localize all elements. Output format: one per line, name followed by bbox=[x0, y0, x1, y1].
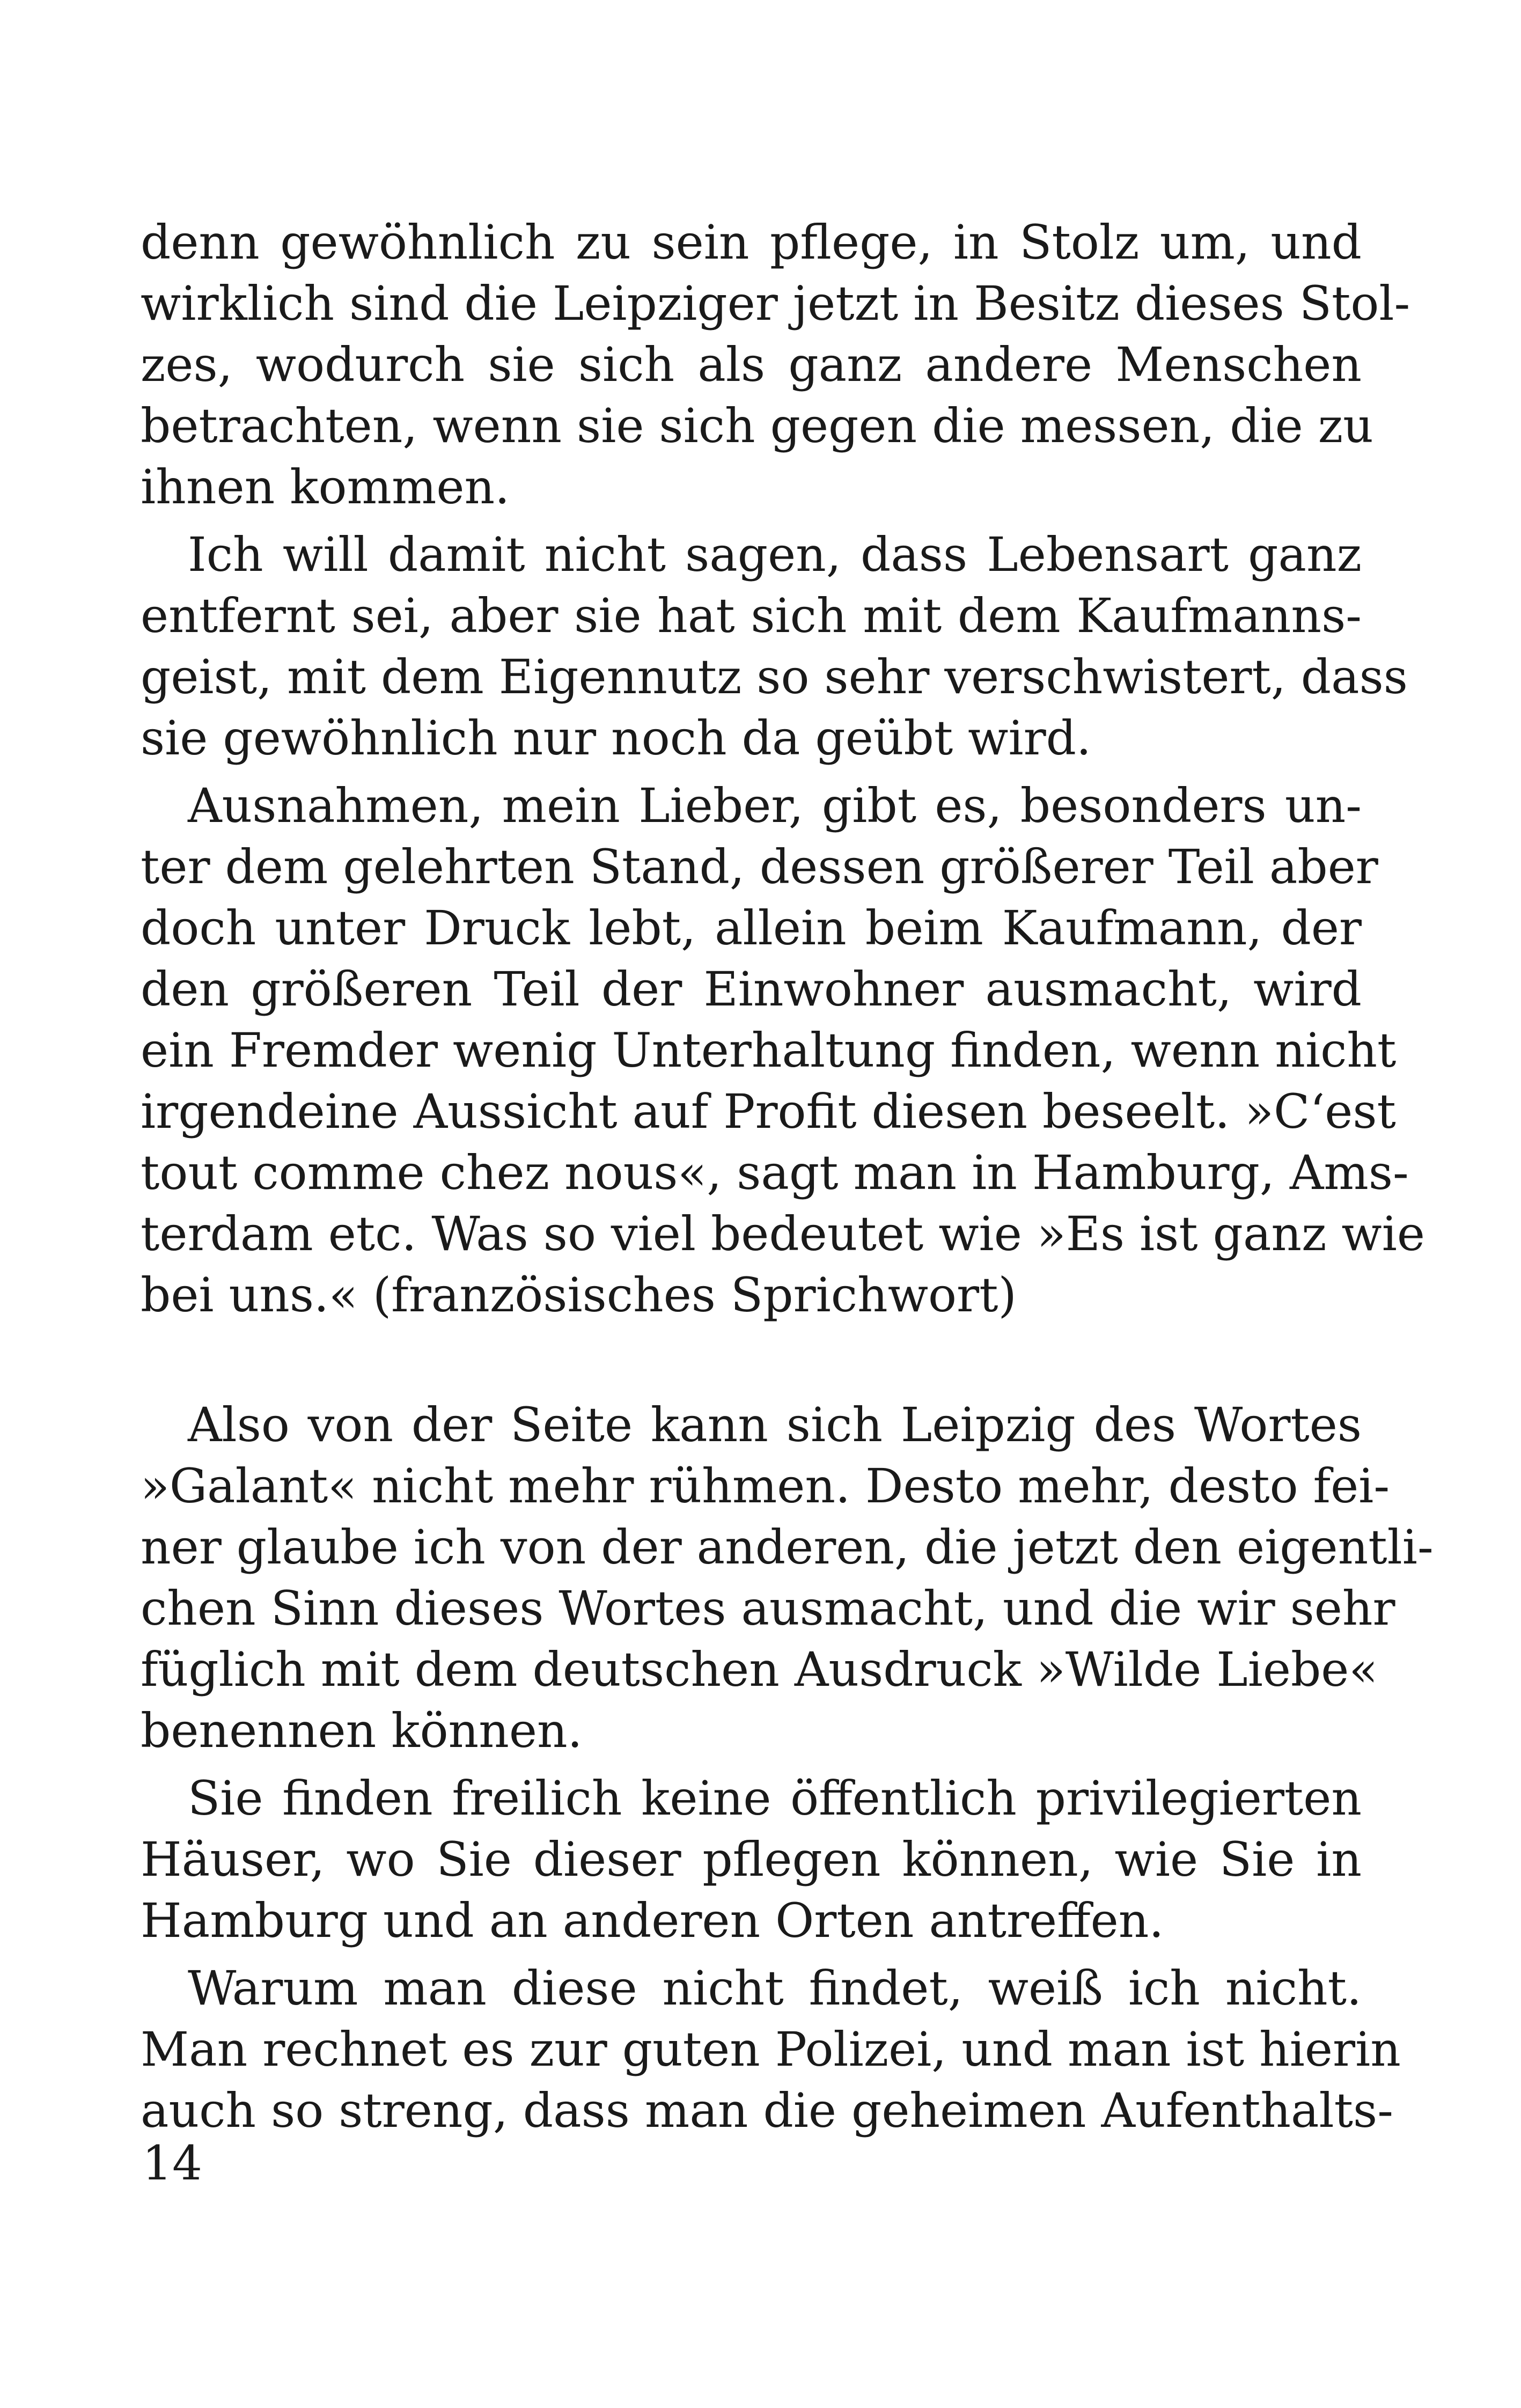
text-line: Sie finden freilich keine öffentlich privilegierten bbox=[188, 1771, 1362, 1826]
paragraph bbox=[141, 1768, 1362, 1951]
text-line: doch unter Druck lebt, allein beim Kaufmann, der bbox=[141, 900, 1362, 956]
text-line: Ich will damit nicht sagen, dass Lebensart ganz bbox=[188, 527, 1362, 582]
text-line: betrachten, wenn sie sich gegen die messen, die zu bbox=[141, 398, 1373, 453]
text-line: Man rechnet es zur guten Polizei, und man ist hierin bbox=[141, 2022, 1401, 2077]
paragraph bbox=[141, 1394, 1434, 1761]
text-line: terdam etc. Was so viel bedeutet wie »Es ist ganz wie bbox=[141, 1206, 1425, 1261]
text-line: ter dem gelehrten Stand, dessen größerer Teil aber bbox=[141, 839, 1378, 894]
text-line: auch so streng, dass man die geheimen Aufenthalts- bbox=[141, 2083, 1393, 2138]
text-line: ein Fremder wenig Unterhaltung finden, wenn nicht bbox=[141, 1023, 1397, 1078]
text-line: wirklich sind die Leipziger jetzt in Besitz dieses Stol- bbox=[141, 276, 1410, 331]
paragraph bbox=[141, 775, 1425, 1326]
text-line: ihnen kommen. bbox=[141, 459, 510, 515]
text-line: »Galant« nicht mehr rühmen. Desto mehr, desto fei- bbox=[141, 1458, 1390, 1514]
text-line: geist, mit dem Eigennutz so sehr verschwistert, dass bbox=[141, 649, 1408, 704]
body-text bbox=[141, 212, 1434, 2141]
text-line: benennen können. bbox=[141, 1703, 583, 1758]
text-line: irgendeine Aussicht auf Profit diesen beseelt. »C‘est bbox=[141, 1084, 1396, 1139]
text-line: Also von der Seite kann sich Leipzig des Wortes bbox=[188, 1397, 1362, 1452]
text-line: bei uns.« (französisches Sprichwort) bbox=[141, 1267, 1017, 1323]
text-line: denn gewöhnlich zu sein pflege, in Stolz um, und bbox=[141, 215, 1362, 270]
page-number: 14 bbox=[142, 2135, 202, 2191]
text-line: Warum man diese nicht findet, weiß ich nicht. bbox=[188, 1961, 1362, 2016]
paragraph bbox=[141, 524, 1408, 769]
text-line: füglich mit dem deutschen Ausdruck »Wilde Liebe« bbox=[141, 1642, 1378, 1697]
text-line: Ausnahmen, mein Lieber, gibt es, besonders un- bbox=[188, 778, 1362, 833]
text-line: entfernt sei, aber sie hat sich mit dem Kaufmanns- bbox=[141, 588, 1362, 643]
text-line: den größeren Teil der Einwohner ausmacht, wird bbox=[141, 961, 1362, 1017]
text-line: Hamburg und an anderen Orten antreffen. bbox=[141, 1893, 1164, 1948]
text-line: chen Sinn dieses Wortes ausmacht, und die wir sehr bbox=[141, 1581, 1395, 1636]
text-line: sie gewöhnlich nur noch da geübt wird. bbox=[141, 710, 1091, 766]
text-line: tout comme chez nous«, sagt man in Hamburg, Ams- bbox=[141, 1145, 1409, 1200]
text-line: Häuser, wo Sie dieser pflegen können, wie Sie in bbox=[141, 1832, 1362, 1887]
paragraph bbox=[141, 1958, 1401, 2141]
paragraph bbox=[141, 212, 1410, 518]
text-line: zes, wodurch sie sich als ganz andere Menschen bbox=[141, 337, 1362, 392]
text-line: ner glaube ich von der anderen, die jetzt den eigentli- bbox=[141, 1519, 1434, 1575]
